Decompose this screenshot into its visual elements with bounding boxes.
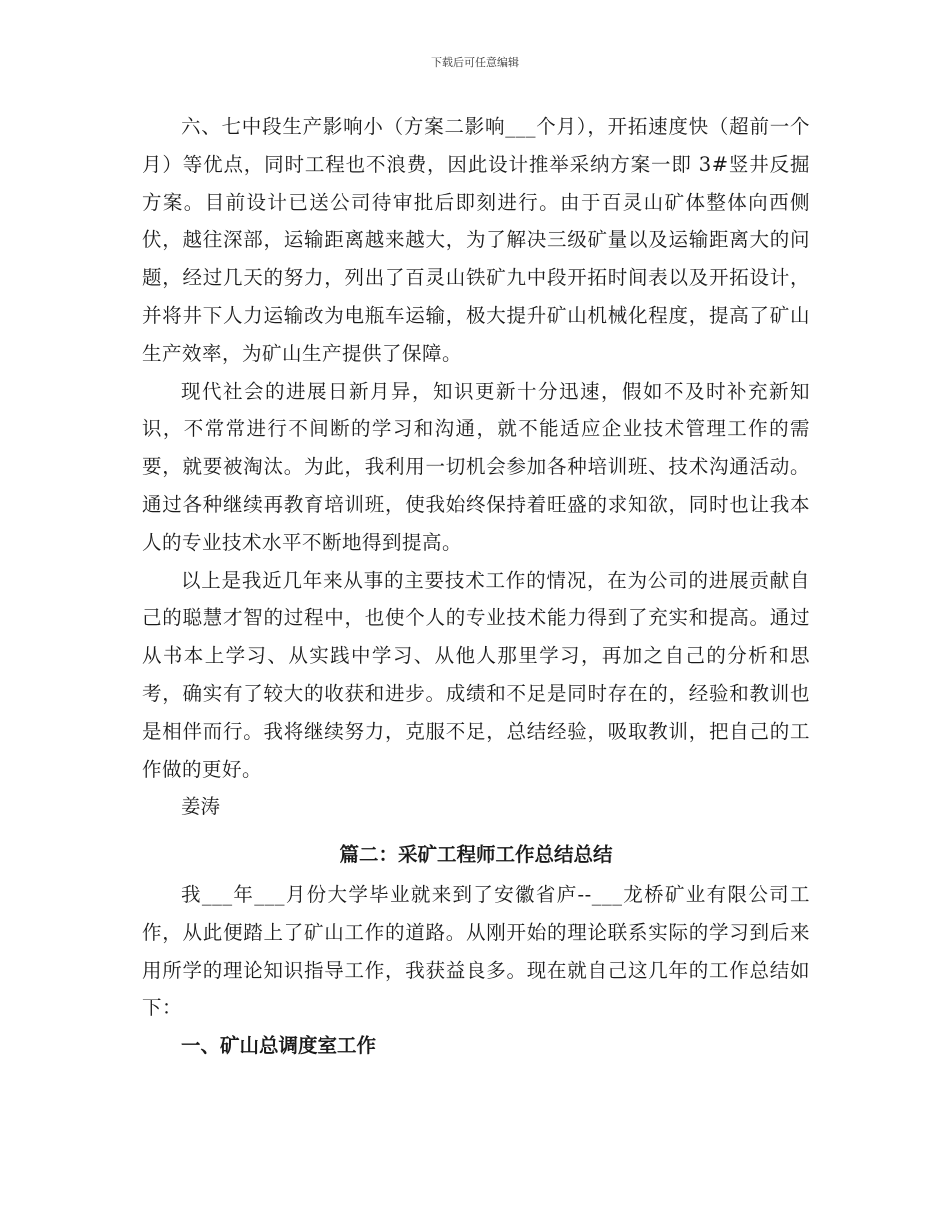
- signature: 姜涛: [181, 795, 221, 819]
- paragraph: 现代社会的进展日新月异，知识更新十分迅速，假如不及时补充新知识，不常常进行不间断的学习和沟通，就不能适应企业技术管理工作的需要，就要被淘汰。为此，我利用一切机会参加各种培训班、技术沟通活动。通过各种继续再教育培训班，使我始终保持着旺盛的求知欲，同时也让我本人的专业技术水平不断地得到提高。: [142, 379, 810, 554]
- document-body: [142, 108, 810, 1065]
- section-intro-paragraph: 我___年___月份大学毕业就来到了安徽省庐--___龙桥矿业有限公司工作，从此便踏上了矿山工作的道路。从刚开始的理论联系实际的学习到后来用所学的理论知识指导工作，我获益良多。现在就自己这几年的工作总结如下：: [142, 882, 810, 1020]
- header-note: 下载后可任意编辑: [431, 56, 519, 69]
- section-title: 篇二：采矿工程师工作总结总结: [339, 843, 613, 867]
- paragraph: 六、七中段生产影响小（方案二影响___个月），开拓速度快（超前一个月）等优点，同时工程也不浪费，因此设计推举采纳方案一即 3#竖井反掘方案。目前设计已送公司待审批后即刻进行。由于百灵山矿体整体向西侧伏，越往深部，运输距离越来越大，为了解决三级矿量以及运输距离大的问题，经过几天的努力，列出了百灵山铁矿九中段开拓时间表以及开拓设计，并将井下人力运输改为电瓶车运输，极大提升矿山机械化程度，提高了矿山生产效率，为矿山生产提供了保障。: [142, 115, 810, 365]
- section-subheading: 一、矿山总调度室工作: [181, 1034, 377, 1058]
- paragraph: 以上是我近几年来从事的主要技术工作的情况，在为公司的进展贡献自己的聪慧才智的过程中，也使个人的专业技术能力得到了充实和提高。通过从书本上学习、从实践中学习、从他人那里学习，再加之自己的分析和思考，确实有了较大的收获和进步。成绩和不足是同时存在的，经验和教训也是相伴而行。我将继续努力，克服不足，总结经验，吸取教训，把自己的工作做的更好。: [142, 568, 810, 781]
